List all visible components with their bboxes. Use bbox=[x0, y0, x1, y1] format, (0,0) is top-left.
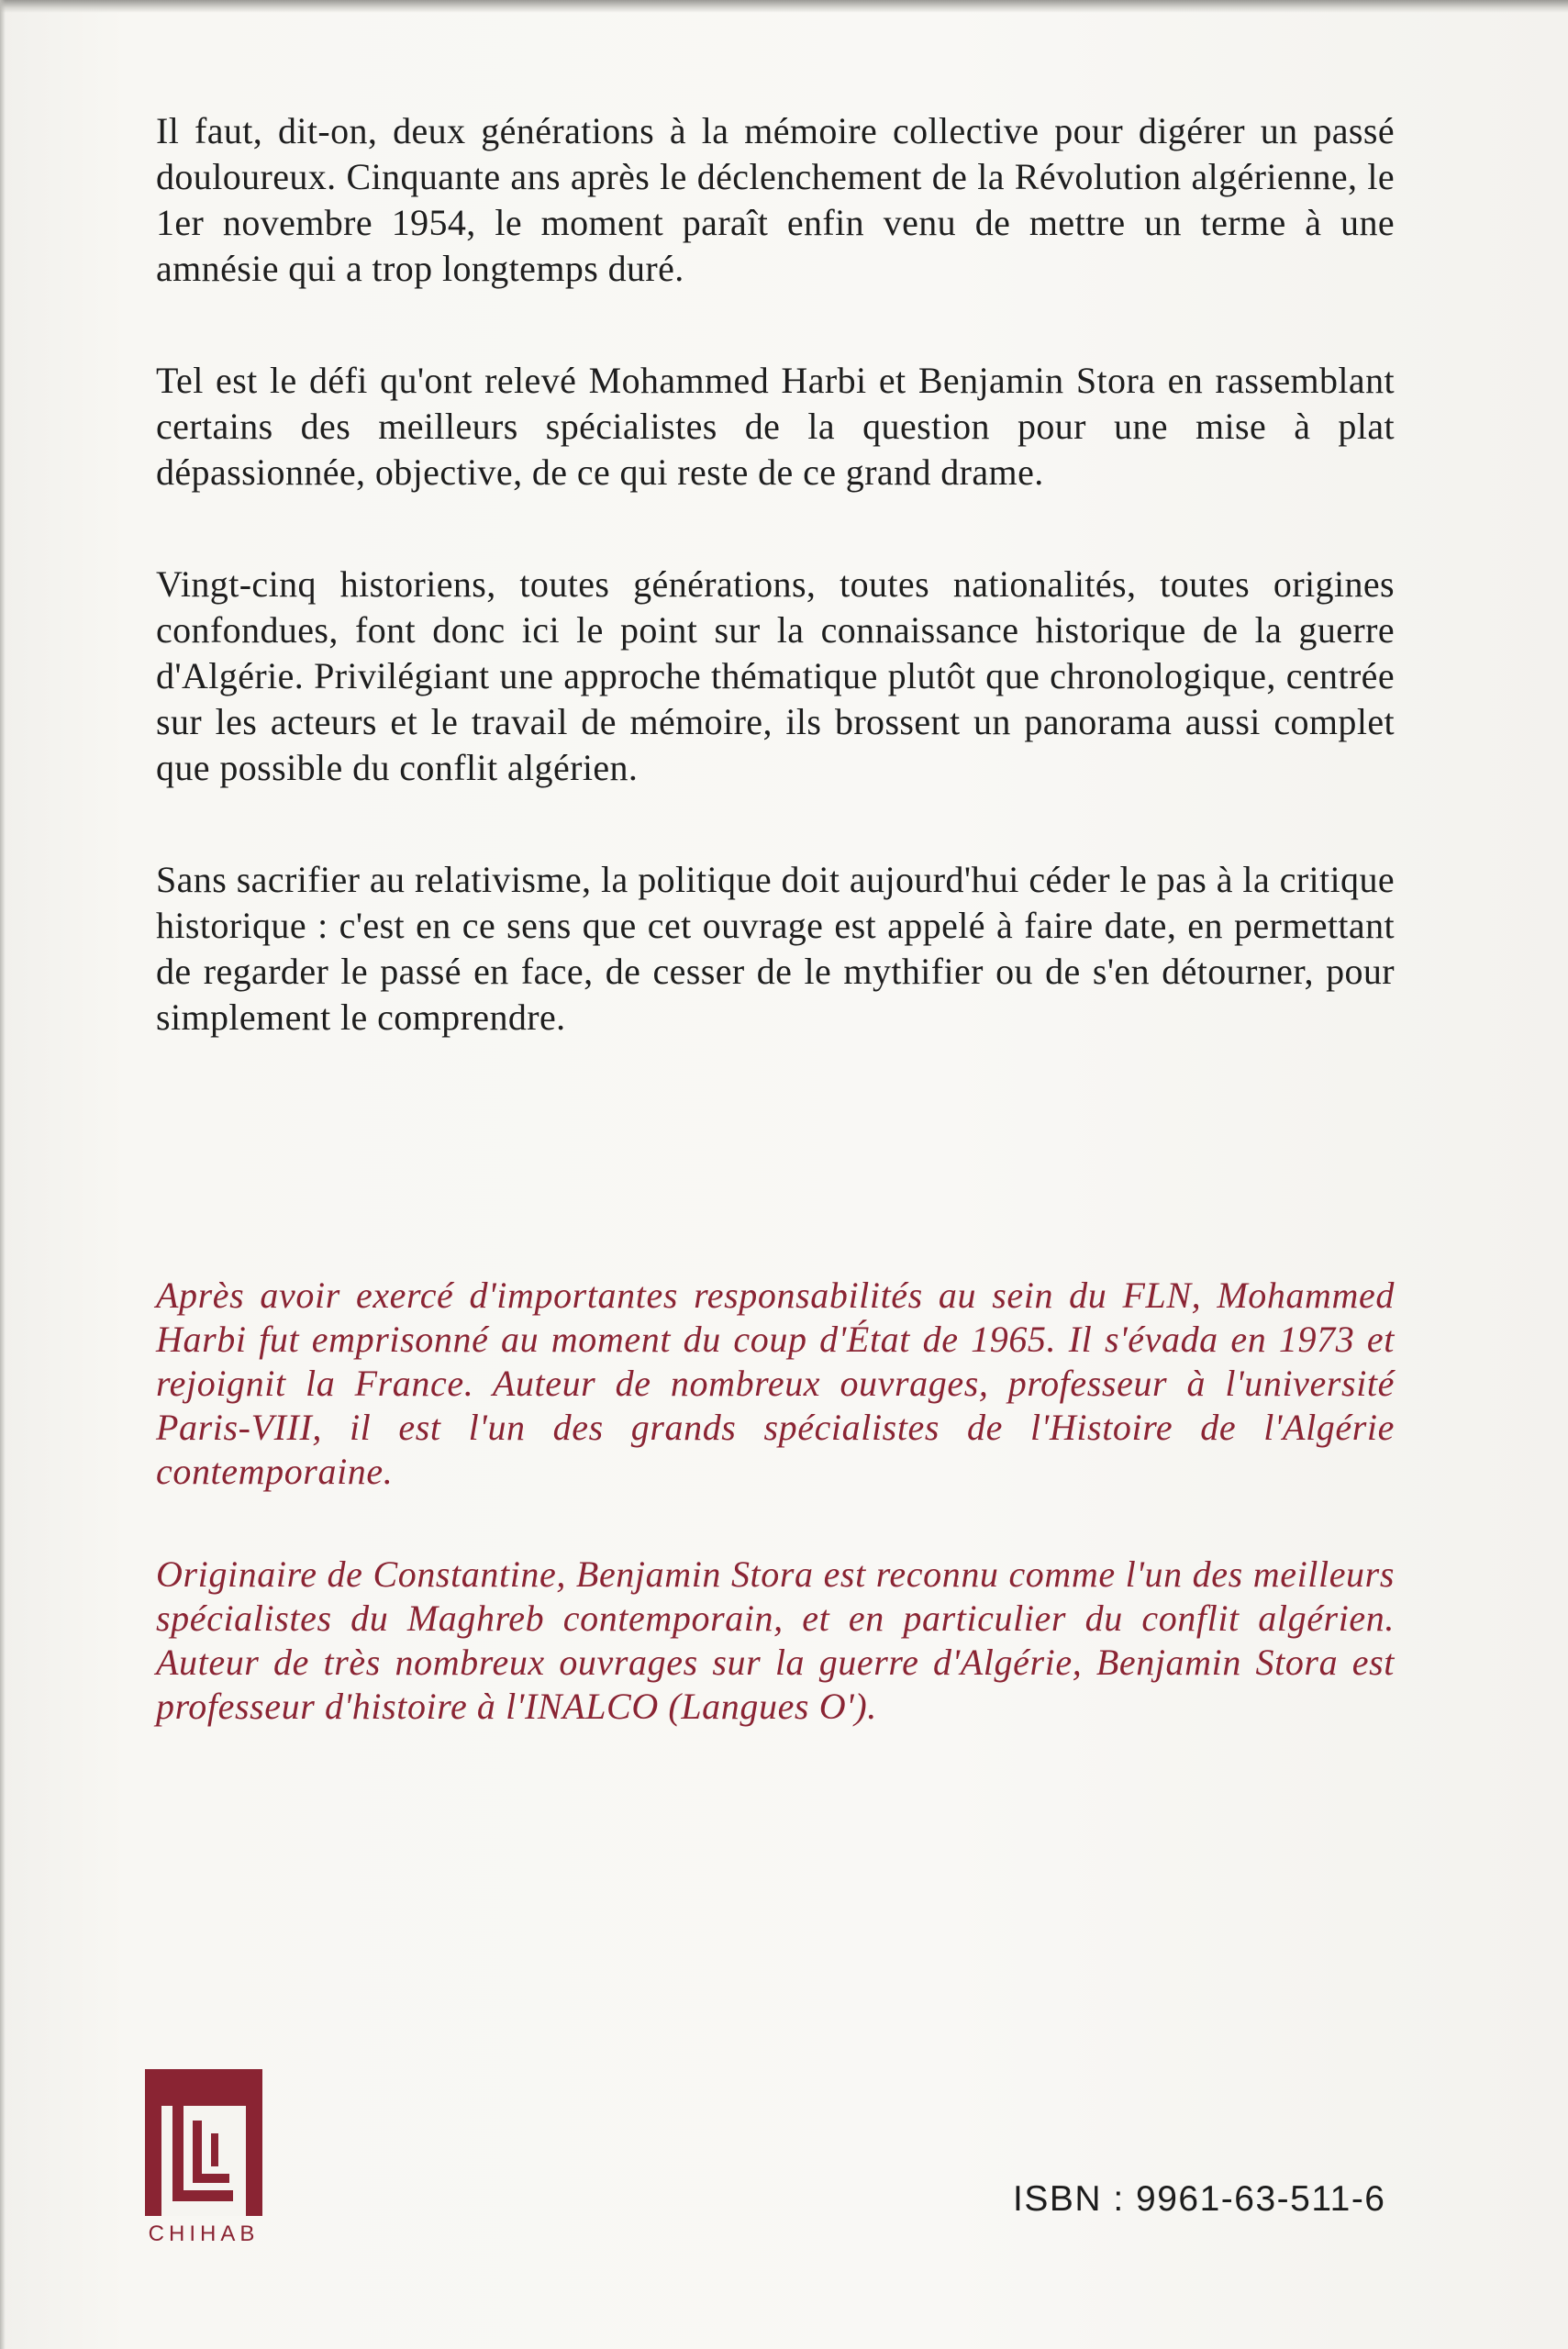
author-bio-stora: Originaire de Constantine, Benjamin Stora est reconnu comme l'un des meilleurs spécialistes du Maghreb contemporain, et en particulier du conflit algérien. Auteur de très nombreux ouvrages sur la guerre d'Algérie, Benjamin Stora est professeur d'histoire à l'INALCO (Langues O'). bbox=[156, 1553, 1395, 1727]
summary-paragraph: Tel est le défi qu'ont relevé Mohammed Harbi et Benjamin Stora en rassemblant certains des meilleurs spécialistes de la question pour une mise à plat dépassionnée, objective, de ce qui reste de ce grand drame. bbox=[156, 360, 1395, 493]
cover-top-edge bbox=[0, 0, 1568, 13]
summary-paragraph: Sans sacrifier au relativisme, la politique doit aujourd'hui céder le pas à la critique historique : c'est en ce sens que cet ouvrage est appelé à faire date, en permettant de regarder le passé en face, de cesser de le mythifier ou de s'en détourner, pour simplement le comprendre. bbox=[156, 859, 1395, 1038]
publisher-name: CHIHAB bbox=[148, 2221, 260, 2246]
author-bio-harbi: Après avoir exercé d'importantes responsabilités au sein du FLN, Mohammed Harbi fut emprisonné au moment du coup d'État de 1965. Il s'évada en 1973 et rejoignit la France. Auteur de nombreux ouvrages, professeur à l'université Paris-VIII, il est l'un des grands spécialistes de l'Histoire de l'Algérie contemporaine. bbox=[156, 1275, 1395, 1492]
isbn-number: ISBN : 9961-63-511-6 bbox=[1013, 2179, 1386, 2219]
chihab-logo-icon bbox=[136, 2069, 272, 2216]
publisher-logo bbox=[136, 2069, 272, 2247]
author-bios bbox=[156, 1274, 1395, 1787]
summary-paragraph: Il faut, dit-on, deux générations à la mémoire collective pour digérer un passé douloureux. Cinquante ans après le déclenchement de la Révolution algérienne, le 1er novembre 1954, le moment paraît enfin venu de mettre un terme à une amnésie qui a trop longtemps duré. bbox=[156, 110, 1395, 289]
summary-text bbox=[156, 108, 1395, 1107]
summary-paragraph: Vingt-cinq historiens, toutes générations, toutes nationalités, toutes origines confondues, font donc ici le point sur la connaissance historique de la guerre d'Algérie. Privilégiant une approche thématique plutôt que chronologique, centrée sur les acteurs et le travail de mémoire, ils brossent un panorama aussi complet que possible du conflit algérien. bbox=[156, 563, 1395, 788]
cover-left-edge bbox=[0, 0, 6, 2349]
